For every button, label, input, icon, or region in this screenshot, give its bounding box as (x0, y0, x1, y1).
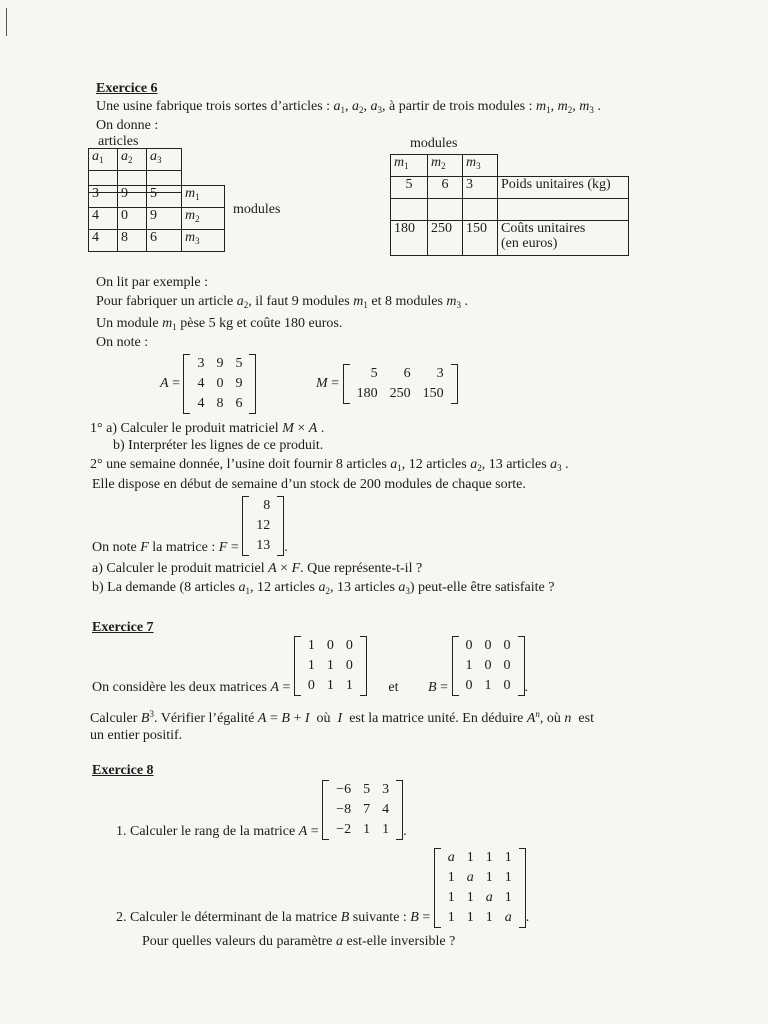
ex8-q2: 2. Calculer le déterminant de la matrice B suivante : B = a 1 1 1 1 a 1 1 1 1 a 1 1 1 1 a . (116, 848, 529, 928)
matrix-F-line: On note F la matrice : F = 8 12 13 . (92, 496, 288, 556)
matrix-A-ex6: A = 3 9 5 4 0 9 4 8 6 (160, 354, 256, 414)
question-a: a) Calculer le produit matriciel A × F. Que représente-t-il ? (92, 561, 423, 576)
header-a3: $a_3$ (147, 149, 182, 171)
matrix-M: M = 5 6 3 180 250 150 (316, 364, 458, 404)
exercise-6-title: Exercice 6 (96, 81, 158, 96)
question-2: 2° une semaine donnée, l’usine doit fournir 8 articles $a_1$, 12 articles $a_2$, 13 articles $a_3$ . (90, 457, 569, 473)
question-1a: 1° a) Calculer le produit matriciel M × A . (90, 421, 325, 436)
ex8-q1: 1. Calculer le rang de la matrice A = −6 5 3 −8 7 4 −2 1 1 . (116, 780, 407, 840)
on-note: On note : (96, 335, 149, 350)
exercise-7-title: Exercice 7 (92, 620, 154, 635)
table-row: 180 250 150 Coûts unitaires (en euros) (391, 221, 629, 256)
table-row: 4 8 6 $m_3$ (89, 230, 225, 252)
scan-edge-mark (6, 8, 7, 36)
question-2-line2: Elle dispose en début de semaine d’un stock de 200 modules de chaque sorte. (92, 477, 526, 492)
example-line-2: Un module $m_1$ pèse 5 kg et coûte 180 euros. (96, 316, 343, 332)
modules-weights-costs-table: $m_1$ $m_2$ $m_3$ 5 6 3 Poids unitaires (kg) 180 250 150 Coûts unitaires (en euros) (390, 154, 629, 256)
header-a2: $a_2$ (118, 149, 147, 171)
on-donne: On donne : (96, 118, 159, 133)
ex8-q3: Pour quelles valeurs du paramètre a est-elle inversible ? (142, 934, 456, 949)
table-row: 3 9 5 $m_1$ (89, 186, 225, 208)
example-line-1: Pour fabriquer un article $a_2$, il faut 9 modules $m_1$ et 8 modules $m_3$ . (96, 294, 469, 310)
modules-label: modules (410, 136, 458, 151)
ex7-line3: un entier positif. (90, 728, 183, 743)
table-row: 4 0 9 $m_2$ (89, 208, 225, 230)
articles-label: articles (98, 134, 139, 149)
header-a1: $a_1$ (89, 149, 118, 171)
question-b: b) La demande (8 articles $a_1$, 12 articles $a_2$, 13 articles $a_3$) peut-elle être satisfaite ? (92, 580, 555, 596)
exercise-8-title: Exercice 8 (92, 763, 154, 778)
table-row: 5 6 3 Poids unitaires (kg) (391, 177, 629, 199)
question-1b: b) Interpréter les lignes de ce produit. (113, 438, 324, 453)
articles-table-body (88, 185, 225, 252)
ex7-calc-line: Calculer $B^3$. Vérifier l’égalité A = B + I où I est la matrice unité. En déduire $A^n$, où n est (90, 709, 594, 726)
modules-side-label: modules (233, 202, 281, 217)
ex6-intro-line: Une usine fabrique trois sortes d’articles : $a_1$, $a_2$, $a_3$, à partir de trois modules : $m_1$, $m_2$, $m_3$ . (96, 99, 601, 115)
ex-intro: On lit par exemple : (96, 275, 208, 290)
ex7-matrices-line: On considère les deux matrices A = 1 0 0 1 1 0 0 1 1 et B = 0 0 0 1 0 0 0 1 0 . (92, 636, 528, 696)
